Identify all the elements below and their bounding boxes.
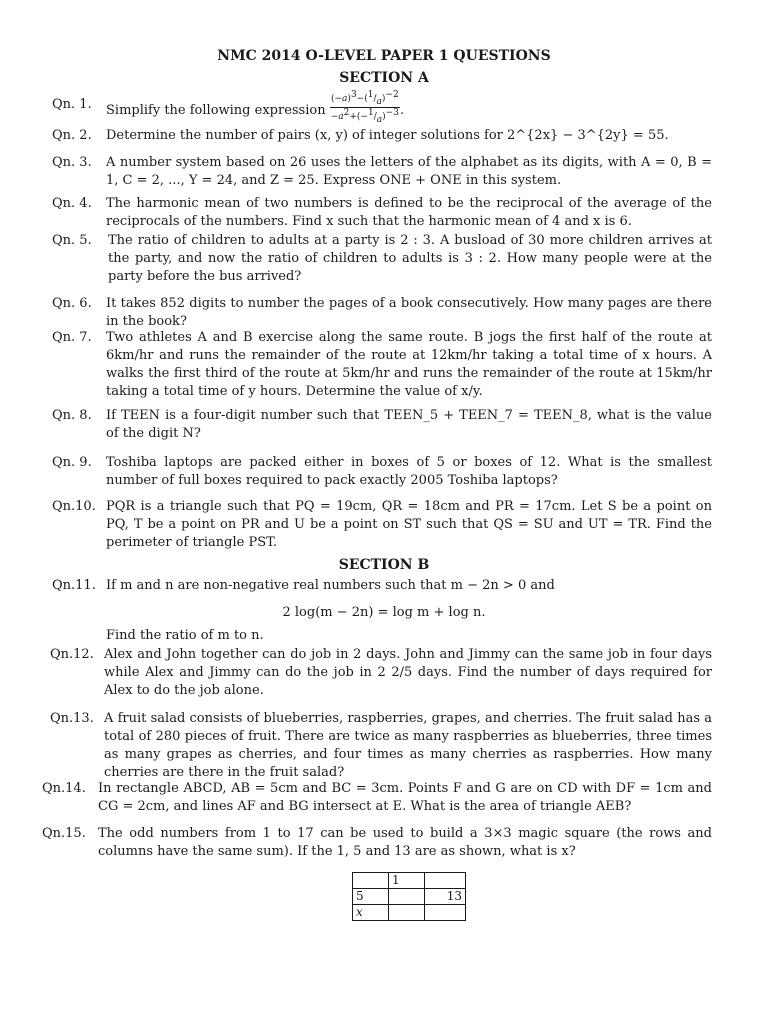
magic-square — [352, 872, 466, 921]
question-number: Qn.13. — [50, 711, 94, 726]
question-text: Determine the number of pairs (x, y) of integer solutions for 2^{2x} − 3^{2y} = 55. — [106, 128, 669, 143]
question-text: Simplify the following expression — [106, 102, 326, 118]
expression-fraction: $\frac{(-a)^3-(^1/_a)^{-2}}{-a^2+(-^1/_a)^{-3}}$ — [330, 90, 399, 125]
question-text: PQR is a triangle such that PQ = 19cm, QR = 18cm and PR = 17cm. Let S be a point on PQ, T be a point on PR and U be a point on ST such that QS = SU and UT = TR. Find the perimeter of triangle PST. — [106, 499, 712, 550]
magic-cell: 1 — [389, 873, 425, 889]
question-number: Qn. 2. — [52, 128, 92, 143]
question-text: If TEEN is a four-digit number such that TEEN_5 + TEEN_7 = TEEN_8, what is the value of the digit N? — [106, 408, 712, 441]
paper-title: NMC 2014 O-LEVEL PAPER 1 QUESTIONS — [217, 48, 551, 64]
question-number: Qn. 1. — [52, 97, 92, 112]
question-number: Qn. 4. — [52, 196, 92, 211]
magic-cell — [389, 905, 425, 921]
question-text: A number system based on 26 uses the letters of the alphabet as its digits, with A = 0, B = 1, C = 2, ..., Y = 24, and Z = 25. Express ONE + ONE in this system. — [106, 155, 712, 188]
magic-cell — [425, 873, 466, 889]
question-number: Qn. 3. — [52, 155, 92, 170]
question-text: The harmonic mean of two numbers is defined to be the reciprocal of the average of the reciprocals of the numbers. Find x such that the harmonic mean of 4 and x is 6. — [106, 196, 712, 229]
magic-cell — [353, 873, 389, 889]
question-number: Qn.11. — [52, 578, 96, 593]
question-text: Alex and John together can do job in 2 days. John and Jimmy can the same job in four days while Alex and Jimmy can do the job in 2 2/5 days. Find the number of days required for Alex to do the job alone. — [104, 647, 712, 698]
magic-cell — [389, 889, 425, 905]
magic-cell — [425, 905, 466, 921]
question-11-equation: 2 log(m − 2n) = log m + log n. — [282, 605, 486, 620]
magic-cell: x — [353, 905, 389, 921]
question-text: If m and n are non-negative real numbers such that m − 2n > 0 and — [106, 578, 555, 593]
question-text: The odd numbers from 1 to 17 can be used to build a 3×3 magic square (the rows and columns have the same sum). If the 1, 5 and 13 are as shown, what is x? — [98, 826, 712, 859]
magic-cell: 5 — [353, 889, 389, 905]
section-a-heading: SECTION A — [339, 70, 429, 86]
question-text: The ratio of children to adults at a party is 2 : 3. A busload of 30 more children arrives at the party, and now the ratio of children to adults is 3 : 2. How many people were at the party before the bus arrived? — [108, 233, 712, 284]
question-text: A fruit salad consists of blueberries, raspberries, grapes, and cherries. The fruit salad has a total of 280 pieces of fruit. There are twice as many raspberries as blueberries, three times as many grapes as cherries, and four times as many cherries as raspberries. How many cherries are there in the fruit salad? — [104, 711, 712, 780]
question-11-followup: Find the ratio of m to n. — [106, 628, 264, 643]
question-number: Qn. 7. — [52, 330, 92, 345]
question-number: Qn. 9. — [52, 455, 92, 470]
question-text: In rectangle ABCD, AB = 5cm and BC = 3cm. Points F and G are on CD with DF = 1cm and CG = 2cm, and lines AF and BG intersect at E. What is the area of triangle AEB? — [98, 781, 712, 814]
question-number: Qn.12. — [50, 647, 94, 662]
exam-page: NMC 2014 O-LEVEL PAPER 1 QUESTIONS SECTION A Qn. 1. Simplify the following expression $\frac{(-a)^3-(^1/_a)^{-2}}{-a^2+(-^1/_a)^{-3}}$ . Qn. 2. Determine the number of pairs (x, y) of integer solutions for 2^{2x} − 3^{2y} = 55. Qn. 3. A number system based on 26 uses the letters of the alphabet as its digits, with A = 0, B = 1, C = 2, ..., Y = 24, and Z = 25. Express ONE + ONE in this system. Qn. 4. The harmonic mean of two numbers is defined to be the reciprocal of the average of the reciprocals of the numbers. Find x such that the harmonic mean of 4 and x is 6. Qn. 5. The ratio of children to adults at a party is 2 : 3. A busload of 30 more children arrives at the party, and now the ratio of children to adults is 3 : 2. How many people were at the party before the bus arrived? Qn. 6. It takes 852 digits to number the pages of a book consecutively. How many pages are there in the book? Qn. 7. Two athletes A and B exercise along the same route. B jogs the first half of the route at 6km/hr and runs the remainder of the route at 12km/hr taking a total time of x hours. A walks the first third of the route at 5km/hr and runs the remainder of the route at 15km/hr taking a total time of y hours. Determine the value of x/y. Qn. 8. If TEEN is a four-digit number such that TEEN_5 + TEEN_7 = TEEN_8, what is the value of the digit N? Qn. 9. Toshiba laptops are packed either in boxes of 5 or boxes of 12. What is the smallest number of full boxes required to pack exactly 2005 Toshiba laptops? Qn.10. PQR is a triangle such that PQ = 19cm, QR = 18cm and PR = 17cm. Let S be a point on PQ, T be a point on PR and U be a point on ST such that QS = SU and UT = TR. Find the perimeter of triangle PST. SECTION B Qn.11. If m and n are non-negative real numbers such that m − 2n > 0 and 2 log(m − 2n) = log m + log n. Find the ratio of m to n. Qn.12. Alex and John together can do job in 2 days. John and Jimmy can the same job in four days while Alex and Jimmy can do the job in 2 2/5 days. Find the number of days required for Alex to do the job alone. Qn.13. A fruit salad consists of blueberries, raspberries, grapes, and cherries. The fruit salad has a total of 280 pieces of fruit. There are twice as many raspberries as blueberries, three times as many grapes as cherries, and four times as many cherries as raspberries. How many cherries are there in the fruit salad? Qn.14. In rectangle ABCD, AB = 5cm and BC = 3cm. Points F and G are on CD with DF = 1cm and CG = 2cm, and lines AF and BG intersect at E. What is the area of triangle AEB? Qn.15. The odd numbers from 1 to 17 can be used to build a 3×3 magic square (the rows and columns have the same sum). If the 1, 5 and 13 are as shown, what is x? 1 5 13 x — [0, 0, 768, 1024]
section-b-heading: SECTION B — [338, 557, 430, 573]
question-number: Qn. 8. — [52, 408, 92, 423]
question-text: Two athletes A and B exercise along the same route. B jogs the first half of the route at 6km/hr and runs the remainder of the route at 12km/hr taking a total time of x hours. A walks the first third of the route at 5km/hr and runs the remainder of the route at 15km/hr taking a total time of y hours. Determine the value of x/y. — [106, 330, 712, 399]
magic-cell: 13 — [425, 889, 466, 905]
question-number: Qn.15. — [42, 826, 86, 841]
question-number: Qn. 6. — [52, 296, 92, 311]
question-number: Qn.14. — [42, 781, 86, 796]
question-number: Qn.10. — [52, 499, 96, 514]
question-number: Qn. 5. — [52, 233, 92, 248]
question-text: Toshiba laptops are packed either in boxes of 5 or boxes of 12. What is the smallest number of full boxes required to pack exactly 2005 Toshiba laptops? — [106, 455, 712, 488]
question-text: It takes 852 digits to number the pages of a book consecutively. How many pages are there in the book? — [106, 296, 712, 329]
